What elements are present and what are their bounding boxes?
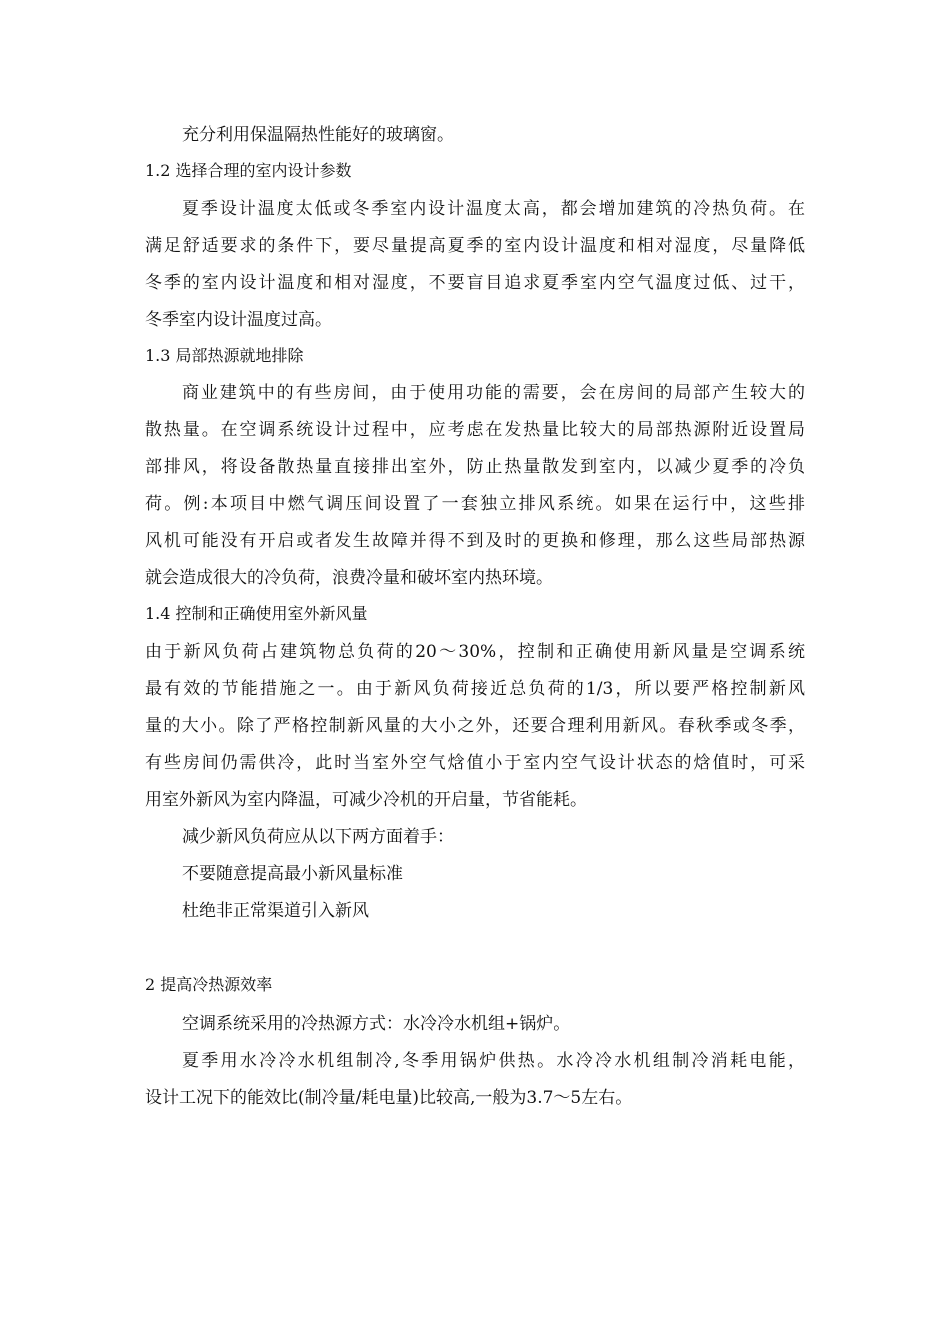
paragraph-line: 荷。例:本项目中燃气调压间设置了一套独立排风系统。如果在运行中，这些排	[145, 494, 805, 514]
paragraph-line: 风机可能没有开启或者发生故障并得不到及时的更换和修理，那么这些局部热源	[145, 531, 805, 551]
section-heading-1-3: 1.3 局部热源就地排除	[145, 346, 304, 365]
paragraph-line: 冬季室内设计温度过高。	[145, 310, 332, 330]
paragraph-line: 夏季用水冷冷水机组制冷,冬季用锅炉供热。水冷冷水机组制冷消耗电能，	[182, 1051, 805, 1071]
section-heading-1-2: 1.2 选择合理的室内设计参数	[145, 161, 352, 180]
section-heading-2: 2 提高冷热源效率	[145, 975, 273, 994]
paragraph-line: 用室外新风为室内降温，可减少冷机的开启量，节省能耗。	[145, 790, 587, 810]
paragraph-line: 就会造成很大的冷负荷，浪费冷量和破坏室内热环境。	[145, 568, 553, 588]
paragraph-line: 冬季的室内设计温度和相对湿度，不要盲目追求夏季室内空气温度过低、过干，	[145, 273, 805, 293]
paragraph-line: 散热量。在空调系统设计过程中，应考虑在发热量比较大的局部热源附近设置局	[145, 420, 805, 440]
document-page	[145, 0, 805, 1344]
paragraph-line: 有些房间仍需供冷，此时当室外空气焓值小于室内空气设计状态的焓值时，可采	[145, 753, 805, 773]
paragraph-line: 最有效的节能措施之一。由于新风负荷接近总负荷的1/3，所以要严格控制新风	[145, 679, 805, 699]
paragraph-line: 设计工况下的能效比(制冷量/耗电量)比较高,一般为3.7～5左右。	[145, 1088, 633, 1108]
paragraph-line: 商业建筑中的有些房间，由于使用功能的需要，会在房间的局部产生较大的	[182, 383, 805, 403]
paragraph-line: 夏季设计温度太低或冬季室内设计温度太高，都会增加建筑的冷热负荷。在	[182, 199, 805, 219]
paragraph-line: 充分利用保温隔热性能好的玻璃窗。	[182, 125, 454, 145]
paragraph-line: 减少新风负荷应从以下两方面着手：	[182, 827, 454, 847]
paragraph-line: 空调系统采用的冷热源方式：水冷冷水机组+锅炉。	[182, 1014, 571, 1034]
paragraph-line: 量的大小。除了严格控制新风量的大小之外，还要合理利用新风。春秋季或冬季，	[145, 716, 805, 736]
paragraph-line: 部排风，将设备散热量直接排出室外，防止热量散发到室内，以减少夏季的冷负	[145, 457, 805, 477]
list-item: 杜绝非正常渠道引入新风	[182, 901, 369, 921]
list-item: 不要随意提高最小新风量标准	[182, 864, 403, 884]
paragraph-line: 由于新风负荷占建筑物总负荷的20～30%，控制和正确使用新风量是空调系统	[145, 642, 805, 662]
paragraph-line: 满足舒适要求的条件下，要尽量提高夏季的室内设计温度和相对湿度，尽量降低	[145, 236, 805, 256]
section-heading-1-4: 1.4 控制和正确使用室外新风量	[145, 604, 368, 623]
